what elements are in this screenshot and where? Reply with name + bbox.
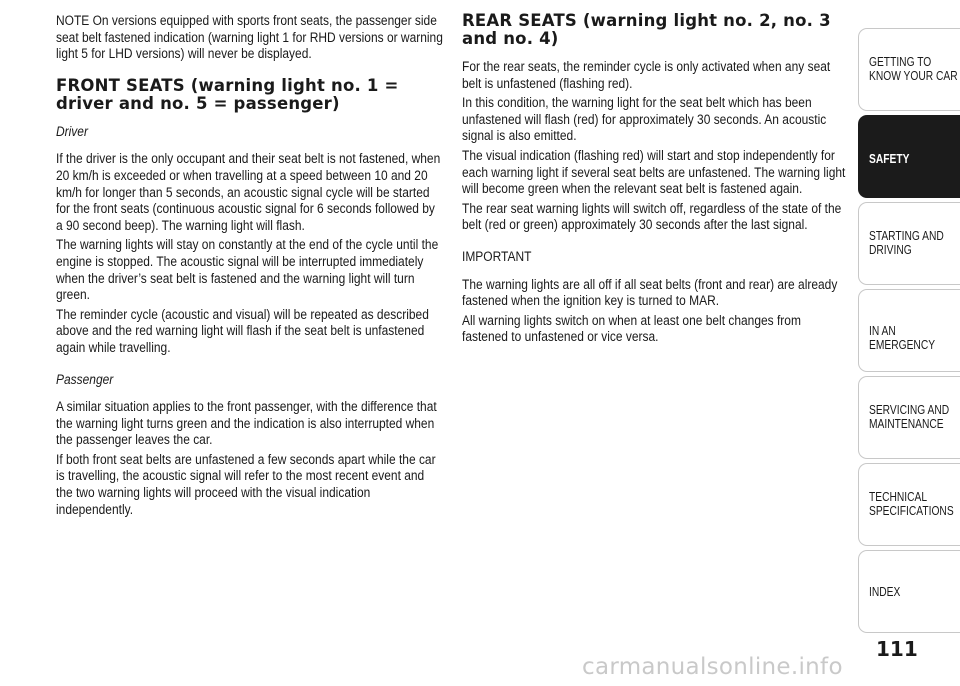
front-seats-heading: FRONT SEATS (warning light no. 1 = driver and no. 5 = passenger) — [56, 75, 399, 113]
rear-paragraph-2: In this condition, the warning light for the seat belt which has been unfastened will flash (red) for approximately 30 seconds. An acoustic signal is also emitted. — [462, 94, 827, 144]
tab-technical[interactable]: TECHNICAL SPECIFICATIONS — [858, 463, 960, 546]
page-number: 111 — [876, 637, 918, 661]
important-paragraph-2: All warning lights switch on when at least one belt changes from fastened to unfastened or vice versa. — [462, 311, 801, 345]
tab-getting-to-know[interactable]: GETTING TO KNOW YOUR CAR — [858, 28, 960, 111]
important-label: IMPORTANT — [462, 247, 532, 264]
passenger-label: Passenger — [56, 370, 114, 387]
tab-safety[interactable]: SAFETY — [858, 115, 960, 198]
tab-emergency[interactable]: IN AN EMERGENCY — [858, 289, 960, 372]
right-column — [462, 12, 850, 348]
passenger-paragraph-2: If both front seat belts are unfastened a few seconds apart while the car is travelling, the acoustic signal will refer to the most recent event and the two warning lights will proceed with the visual indication independently. — [56, 450, 436, 517]
tab-index[interactable]: INDEX — [858, 550, 960, 633]
driver-paragraph-2: The warning lights will stay on constantly at the end of the cycle until the engine is stopped. The acoustic signal will be interrupted immediately when the driver’s seat belt is fastened and the warning light will turn green. — [56, 236, 439, 303]
important-paragraph-1: The warning lights are all off if all seat belts (front and rear) are already fastened when the ignition key is turned to MAR. — [462, 275, 838, 309]
note-paragraph: NOTE On versions equipped with sports front seats, the passenger side seat belt fastened indication (warning light 1 for RHD versions or warning light 5 for LHD versions) will never be displayed. — [56, 12, 443, 62]
driver-paragraph-3: The reminder cycle (acoustic and visual) will be repeated as described above and the red warning light will flash if the seat belt is unfastened again while travelling. — [56, 305, 429, 355]
driver-paragraph-1: If the driver is the only occupant and their seat belt is not fastened, when 20 km/h is exceeded or when travelling at a speed between 10 and 20 km/h for longer than 5 seconds, an acoustic signal cycle will be started for the front seats (continuous acoustic signal for 6 seconds followed by a 90 second beep). The warning light will flash. — [56, 150, 441, 233]
passenger-paragraph-1: A similar situation applies to the front passenger, with the difference that the warning light turns green and the indication is also interrupted when the passenger leaves the car. — [56, 398, 437, 448]
rear-paragraph-4: The rear seat warning lights will switch off, regardless of the state of the belt (red or green) approximately 30 seconds after the last signal. — [462, 199, 842, 233]
tab-starting-driving[interactable]: STARTING AND DRIVING — [858, 202, 960, 285]
rear-seats-heading: REAR SEATS (warning light no. 2, no. 3 and no. 4) — [462, 11, 831, 48]
rear-paragraph-1: For the rear seats, the reminder cycle is only activated when any seat belt is unfastened (flashing red). — [462, 58, 831, 91]
section-tabs — [858, 28, 960, 637]
tab-servicing[interactable]: SERVICING AND MAINTENANCE — [858, 376, 960, 459]
rear-paragraph-3: The visual indication (flashing red) will start and stop independently for each warning light if several seat belts are unfastened. The warning light will become green when the relevant seat belt is fastened again. — [462, 146, 846, 197]
driver-label: Driver — [56, 122, 88, 139]
left-column — [56, 12, 444, 520]
watermark: carmanualsonline.info — [582, 654, 843, 680]
